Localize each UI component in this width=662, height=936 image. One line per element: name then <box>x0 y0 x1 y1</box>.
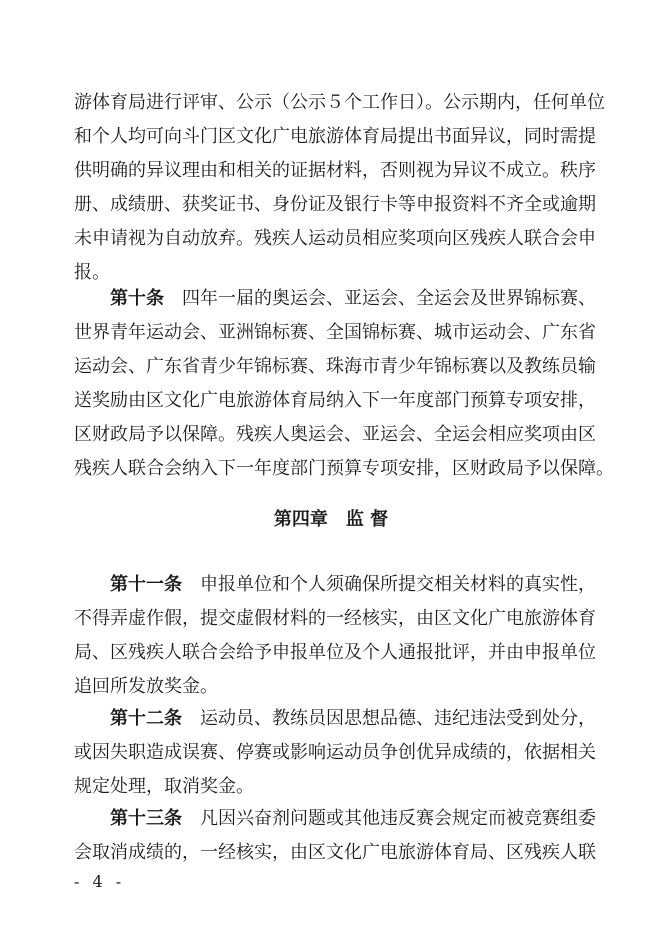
paragraph-line: 报。 <box>74 262 110 283</box>
paragraph-line: 送奖励由区文化广电旅游体育局纳入下一年度部门预算专项安排， <box>74 390 596 411</box>
article-10-first-text: 四年一届的奥运会、亚运会、全运会及世界锦标赛、 <box>182 288 596 309</box>
chapter-number: 第四章 <box>273 509 328 530</box>
article-13-first-text: 凡因兴奋剂问题或其他违反赛会规定而被竞赛组委 <box>200 808 596 829</box>
article-12-label: 第十二条 <box>110 708 182 729</box>
article-12-first-text: 运动员、教练员因思想品德、违纪违法受到处分， <box>200 708 596 729</box>
paragraph-line: 规定处理，取消奖金。 <box>74 776 254 797</box>
article-10-label: 第十条 <box>110 288 164 309</box>
paragraph-line: 追回所发放奖金。 <box>74 676 218 697</box>
article-10-first-line <box>110 282 594 316</box>
article-11-first-line <box>110 568 594 602</box>
paragraph-line: 区财政局予以保障。残疾人奥运会、亚运会、全运会相应奖项由区 <box>74 424 596 445</box>
paragraph-line: 不得弄虚作假，提交虚假材料的一经核实，由区文化广电旅游体育 <box>74 608 596 629</box>
article-11-first-text: 申报单位和个人须确保所提交相关材料的真实性， <box>200 574 596 595</box>
paragraph-line: 局、区残疾人联合会给予申报单位及个人通报批评，并由申报单位 <box>74 642 596 663</box>
paragraph-line: 世界青年运动会、亚洲锦标赛、全国锦标赛、城市运动会、广东省 <box>74 322 596 343</box>
article-13-first-line <box>110 802 594 836</box>
paragraph-line: 游体育局进行评审、公示（公示５个工作日）。公示期内，任何单位 <box>74 92 605 113</box>
paragraph-line: 未申请视为自动放弃。残疾人运动员相应奖项向区残疾人联合会申 <box>74 228 596 249</box>
chapter-title <box>0 505 662 535</box>
paragraph-line: 册、成绩册、获奖证书、身份证及银行卡等申报资料不齐全或逾期 <box>74 194 596 215</box>
chapter-name: 监 督 <box>345 509 389 530</box>
paragraph-line: 会取消成绩的，一经核实，由区文化广电旅游体育局、区残疾人联 <box>74 842 596 863</box>
paragraph-line: 残疾人联合会纳入下一年度部门预算专项安排，区财政局予以保障。 <box>74 458 614 479</box>
page-number: - 4 - <box>74 872 126 891</box>
article-13-label: 第十三条 <box>110 808 182 829</box>
paragraph-line: 供明确的异议理由和相关的证据材料，否则视为异议不成立。秩序 <box>74 160 596 181</box>
paragraph-line: 或因失职造成误赛、停赛或影响运动员争创优异成绩的，依据相关 <box>74 742 596 763</box>
paragraph-line: 和个人均可向斗门区文化广电旅游体育局提出书面异议，同时需提 <box>74 126 596 147</box>
article-11-label: 第十一条 <box>110 574 182 595</box>
article-12-first-line <box>110 702 594 736</box>
paragraph-line: 运动会、广东省青少年锦标赛、珠海市青少年锦标赛以及教练员输 <box>74 356 596 377</box>
